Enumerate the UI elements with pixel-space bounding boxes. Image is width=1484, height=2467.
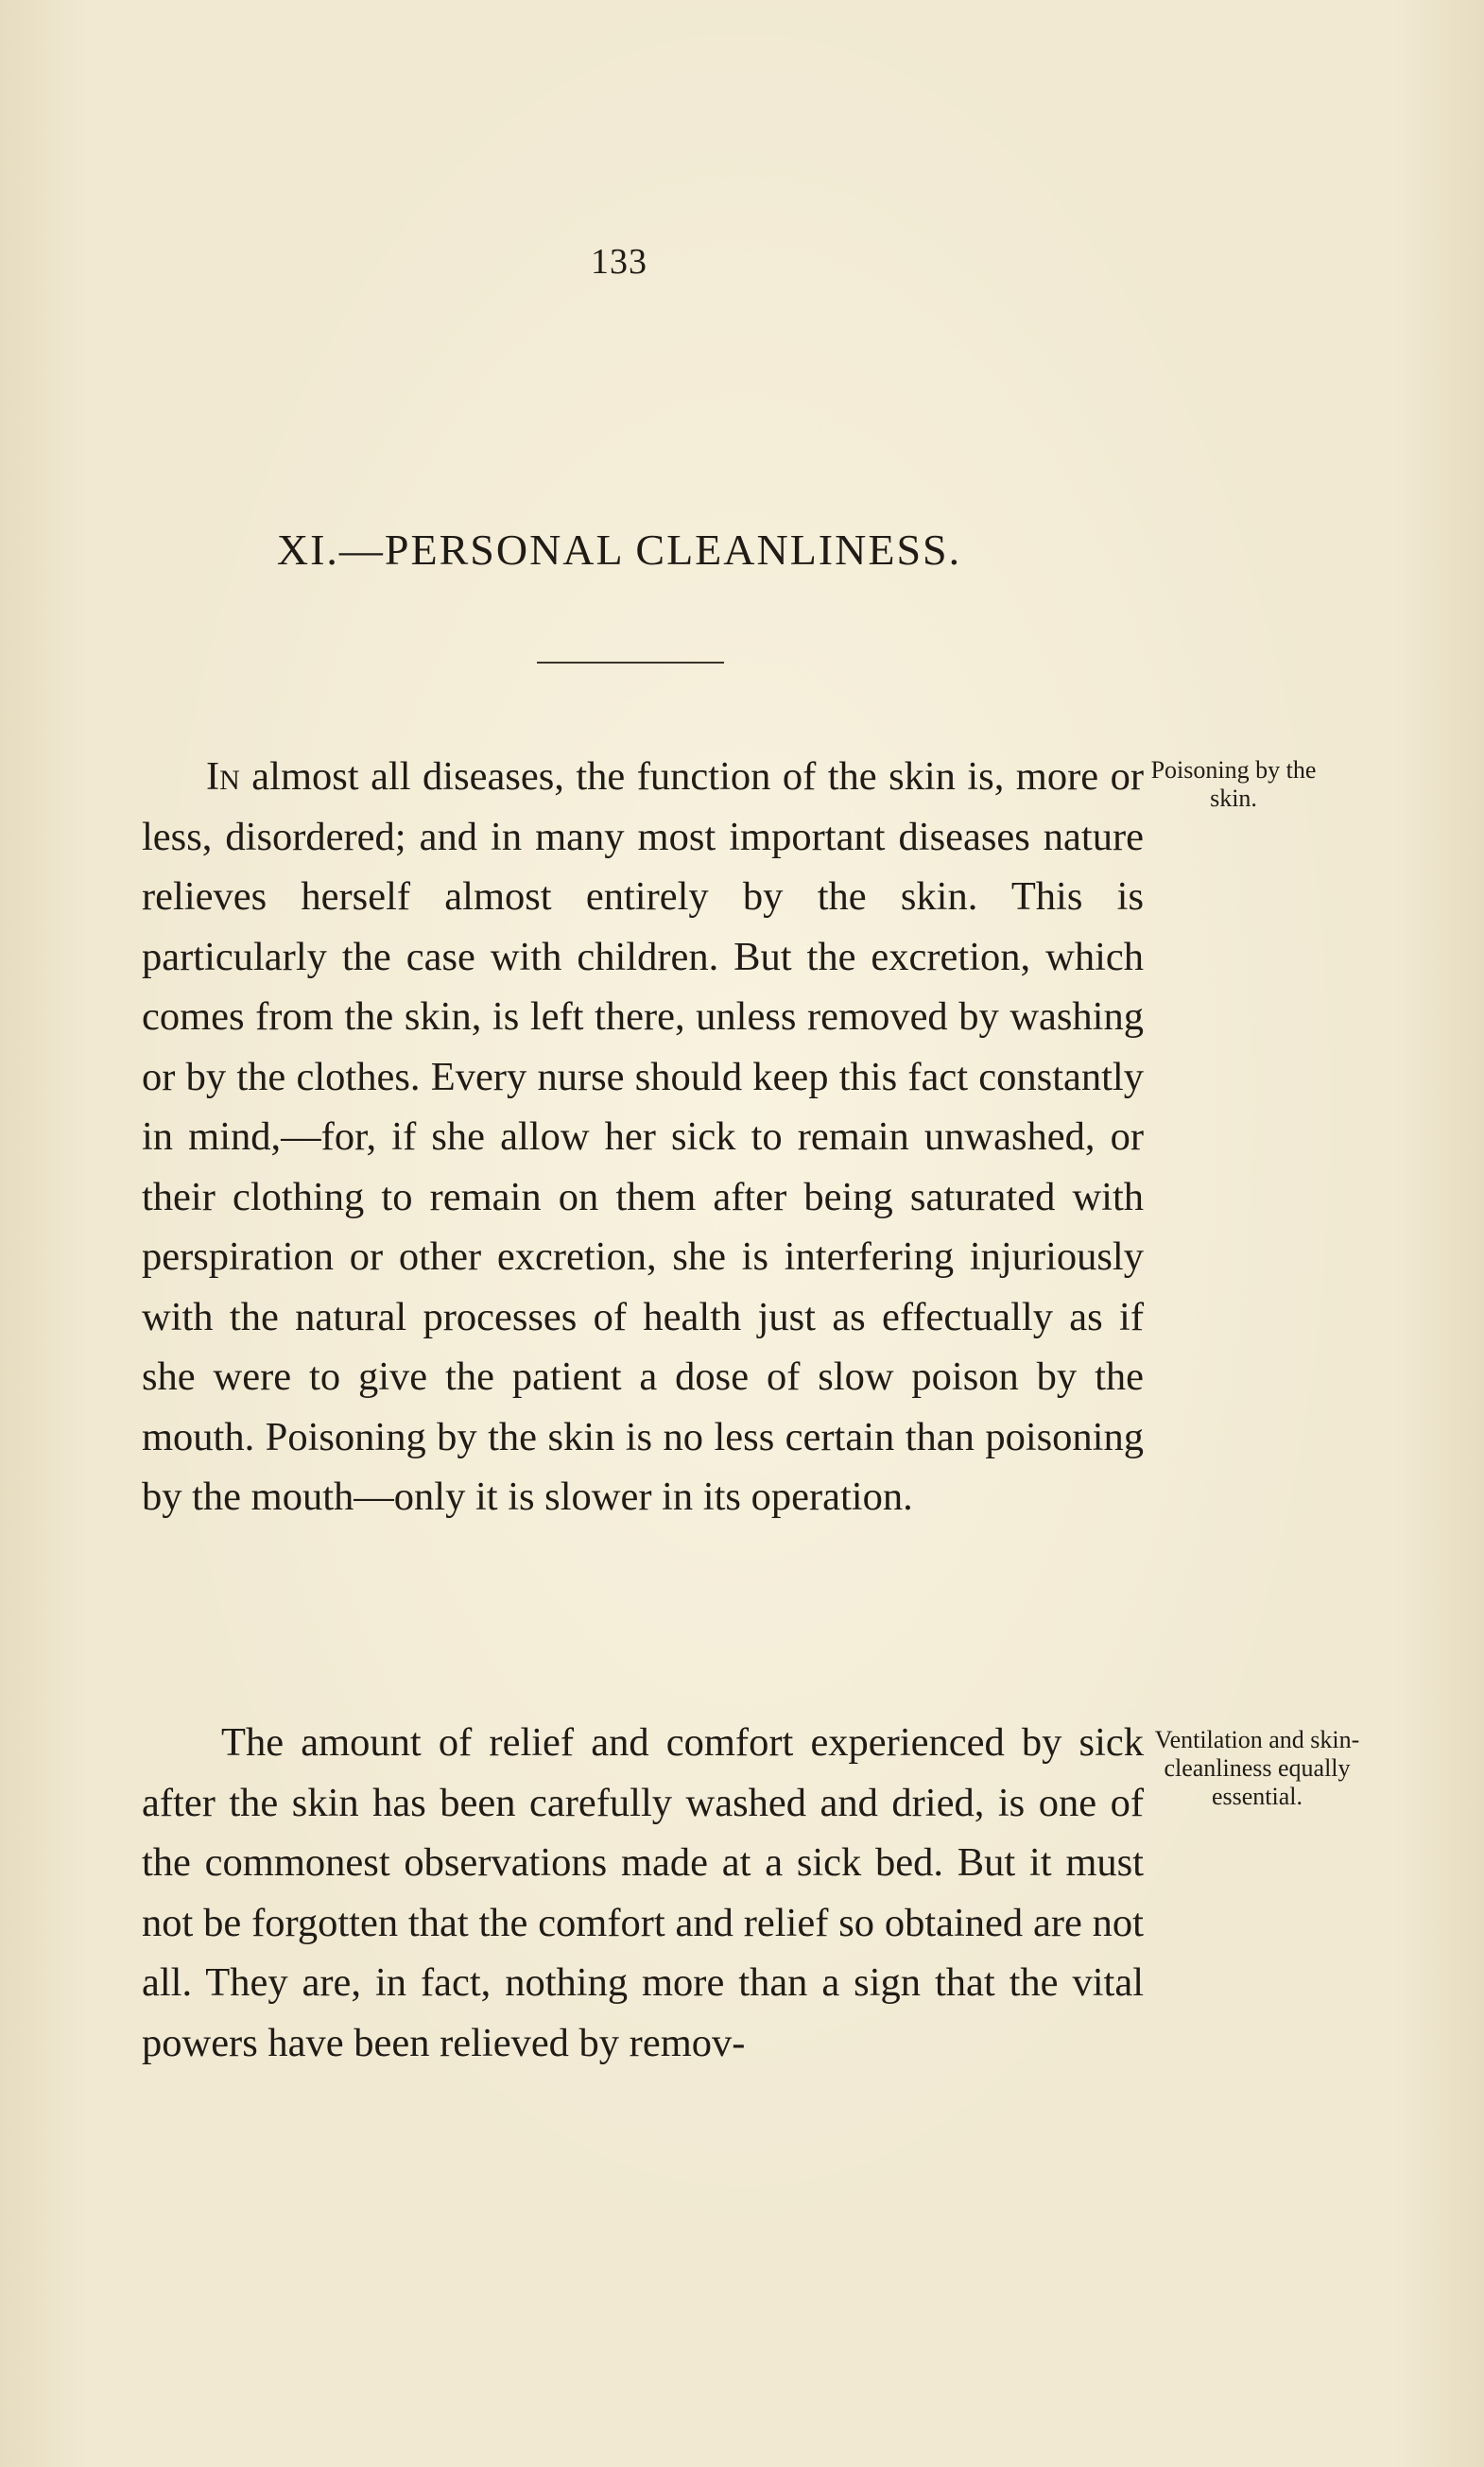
paragraph-1-text: almost all diseases, the function of the skin is, more or less, disordered; and in many most important diseases nature relieves herself almost entirely by the skin. This is particularly the case with children. But the excretion, which comes from the skin, is left there, unless removed by washing or by the clothes. Every nurse should keep this fact constantly in mind,—for, if she allow her sick to remain unwashed, or their clothing to remain on them after being saturated with perspiration or other excretion, she is interfering injuriously with the natural processes of health just as effectually as if she were to give the patient a dose of slow poison by the mouth. Poisoning by the skin is no less certain than poisoning by the mouth—only it is slower in its operation. — [142, 754, 1144, 1519]
chapter-title: XI.—PERSONAL CLEANLINESS. — [276, 526, 962, 574]
side-note-ventilation: Ventilation and skin-cleanliness equally essential. — [1154, 1726, 1360, 1810]
paragraph-2: The amount of relief and comfort experienced by sick after the skin has been carefully washed and dried, is one of the commonest observations made at a sick bed. But it must not be forgotten that the comfort and relief so obtained are not all. They are, in fact, nothing more than a sign that the vital powers have been relieved by remov- — [142, 1720, 1144, 2065]
paragraph-1 — [142, 747, 1144, 1527]
paragraph-1-opening: In — [206, 754, 240, 799]
page-number: 133 — [591, 242, 647, 282]
title-divider — [537, 662, 724, 664]
side-note-poisoning: Poisoning by the skin. — [1150, 756, 1317, 812]
